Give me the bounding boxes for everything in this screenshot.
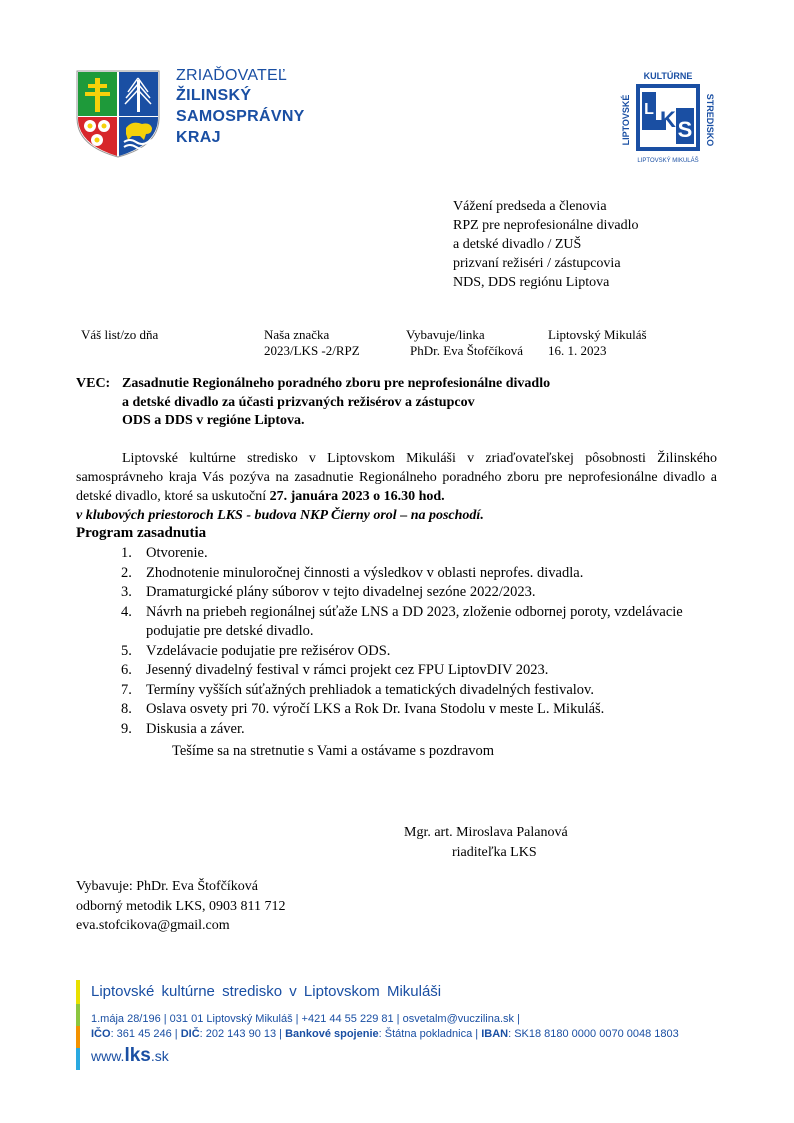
recipient-block <box>453 197 638 292</box>
footer-color-bar <box>76 980 80 1070</box>
meeting-date-time: 27. januára 2023 o 16.30 hod. <box>269 489 445 504</box>
body-paragraph <box>76 449 717 525</box>
meeting-venue: v klubových priestoroch LKS - budova NKP Čierny orol – na poschodí. <box>76 508 484 523</box>
handled-by <box>406 327 523 359</box>
signature-name: Mgr. art. Miroslava Palanová <box>404 825 568 840</box>
list-item: 9. Diskusia a záver. <box>121 720 245 737</box>
zsk-coat-of-arms-icon <box>76 70 160 158</box>
lks-logo-icon <box>618 70 718 166</box>
our-ref-label: Naša značka <box>264 327 330 342</box>
handled-value: PhDr. Eva Štofčíková <box>410 343 524 358</box>
program-list <box>121 544 721 739</box>
issuer-block <box>176 66 376 148</box>
footer-ids: IČO: 361 45 246 | DIČ: 202 143 90 13 | Bankové spojenie: Štátna pokladnica | IBAN: SK18 8180 0000 0070 0048 1803 <box>91 1028 679 1040</box>
issuer-name-line: SAMOSPRÁVNY <box>176 108 305 125</box>
logo-right-text: STREDISKO <box>705 93 715 147</box>
recipient-line: Vážení predseda a členovia <box>453 199 607 214</box>
list-item: 7. Termíny vyšších súťažných prehliadok a tematických divadelných festivalov. <box>121 681 594 698</box>
contact-line: odborný metodik LKS, 0903 811 712 <box>76 898 286 914</box>
closing-line: Tešíme sa na stretnutie s Vami a ostávame s pozdravom <box>172 743 495 759</box>
list-item: 8. Oslava osvety pri 70. výročí LKS a Rok Dr. Ivana Stodolu v meste L. Mikuláš. <box>121 701 605 717</box>
date: 16. 1. 2023 <box>548 343 607 358</box>
logo-letter-k: K <box>660 107 676 132</box>
logo-letter-l: L <box>644 101 654 118</box>
subject-line: a detské divadlo za účasti prizvaných režisérov a zástupcov <box>122 394 475 410</box>
recipient-line: NDS, DDS regiónu Liptova <box>453 275 610 290</box>
body-text: Liptovské kultúrne stredisko v Liptovskom Mikuláši v zriaďovateľskej pôsobnosti Žilinského samosprávneho kraja Vás pozýva na zasadnutie Regionálneho poradného zboru pre neprofesionálne divadlo a detské divadlo, ktoré sa uskutoční <box>76 451 717 504</box>
subject-line: Zasadnutie Regionálneho poradného zboru pre neprofesionálne divadlo <box>122 376 551 391</box>
handled-label: Vybavuje/linka <box>406 327 485 342</box>
contact-block <box>76 877 285 936</box>
place: Liptovský Mikuláš <box>548 327 647 342</box>
list-item: 3. Dramaturgické plány súborov v tejto divadelnej sezóne 2022/2023. <box>121 584 536 600</box>
list-item: 6. Jesenný divadelný festival v rámci projekt cez FPU LiptovDIV 2023. <box>121 662 549 678</box>
list-item: 4. Návrh na priebeh regionálnej súťaže LNS a DD 2023, zloženie odbornej poroty, vzdelávacie podujatie pre detské divadlo. <box>121 603 683 639</box>
footer-address: 1.mája 28/196 | 031 01 Liptovský Mikuláš | +421 44 55 229 81 | osvetalm@vuczilina.sk | <box>91 1013 520 1025</box>
footer-org-name: Liptovské kultúrne stredisko v Liptovskom Mikuláši <box>91 983 442 1000</box>
recipient-line: prizvaní režiséri / zástupcovia <box>453 256 621 271</box>
list-item: 5. Vzdelávacie podujatie pre režisérov ODS. <box>121 642 391 659</box>
place-date <box>548 327 647 359</box>
subject-label: VEC: <box>76 376 111 391</box>
subject-block <box>76 375 726 431</box>
issuer-name-line: ŽILINSKÝ <box>176 87 252 104</box>
your-letter-label: Váš list/zo dňa <box>81 327 159 342</box>
issuer-label: ZRIAĎOVATEĽ <box>176 67 287 84</box>
signature-title: riaditeľka LKS <box>452 845 537 860</box>
our-ref-value: 2023/LKS -2/RPZ <box>264 343 360 358</box>
logo-letter-s: S <box>677 117 693 142</box>
recipient-line: RPZ pre neprofesionálne divadlo <box>453 218 639 233</box>
list-item: 2. Zhodnotenie minuloročnej činnosti a výsledkov v oblasti neprofes. divadla. <box>121 564 584 581</box>
subject-line: ODS a DDS v regióne Liptova. <box>122 413 305 428</box>
footer-website-link[interactable]: www.lks.sk <box>91 1045 169 1066</box>
logo-bottom-text: LIPTOVSKÝ MIKULÁŠ <box>637 158 699 164</box>
logo-left-text: LIPTOVSKÉ <box>621 94 631 146</box>
contact-line: Vybavuje: PhDr. Eva Štofčíková <box>76 879 258 894</box>
program-title: Program zasadnutia <box>76 525 207 541</box>
recipient-line: a detské divadlo / ZUŠ <box>453 237 582 252</box>
contact-email[interactable]: eva.stofcikova@gmail.com <box>76 918 230 933</box>
signature-block <box>404 823 568 863</box>
logo-top-text: KULTÚRNE <box>643 71 693 81</box>
issuer-name-line: KRAJ <box>176 129 221 146</box>
our-ref <box>264 327 360 359</box>
list-item: 1. Otvorenie. <box>121 545 208 561</box>
